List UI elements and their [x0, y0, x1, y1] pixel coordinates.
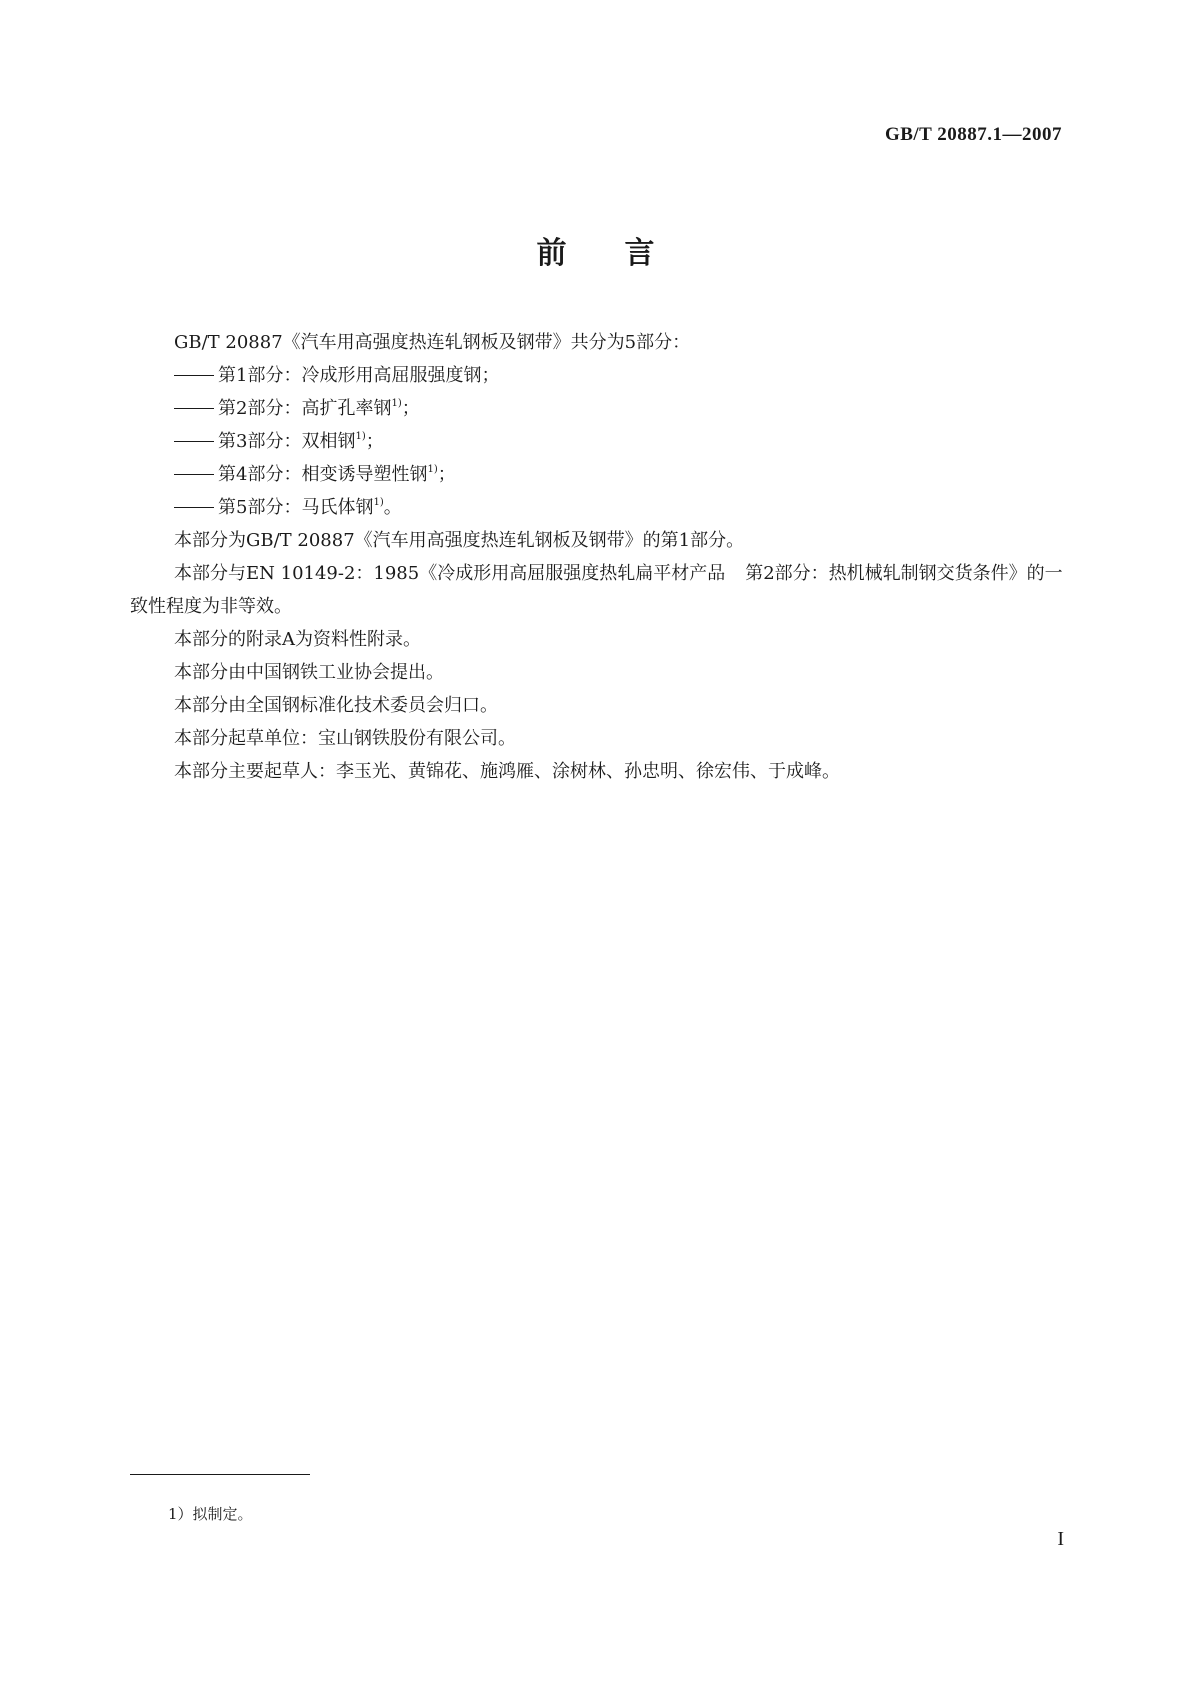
list-item-end: ；: [401, 398, 420, 419]
drafters-paragraph: 本部分主要起草人：李玉光、黄锦花、施鸿雁、涂树林、孙忠明、徐宏伟、于成峰。: [174, 761, 840, 782]
proposed-paragraph: 本部分由中国钢铁工业协会提出。: [174, 662, 444, 683]
dash-mark: [174, 400, 218, 418]
equivalence-text-a: 本部分与EN 10149-2：1985《冷成形用高屈服强度热轧扁平材产品: [174, 563, 726, 584]
list-item: [130, 359, 1065, 392]
footnote-ref: 1): [373, 497, 384, 508]
list-item-text: 第5部分：马氏体钢: [218, 497, 374, 518]
list-item-end: ；: [365, 431, 384, 452]
list-item-text: 第4部分：相变诱导塑性钢: [218, 464, 428, 485]
standard-number: GB/T 20887.1—2007: [884, 124, 1062, 145]
footnote-ref: 1): [391, 398, 402, 409]
list-item-end: 。: [383, 497, 402, 518]
list-item-text: 第3部分：双相钢: [218, 431, 356, 452]
list-item: [130, 458, 1065, 491]
footnote: 1）拟制定。: [168, 1505, 253, 1523]
this-part-paragraph: 本部分为GB/T 20887《汽车用高强度热连轧钢板及钢带》的第1部分。: [174, 530, 745, 551]
page-title: 前言: [536, 236, 713, 271]
intro-paragraph: GB/T 20887《汽车用高强度热连轧钢板及钢带》共分为5部分：: [174, 332, 691, 353]
footnote-ref: 1): [355, 431, 366, 442]
foreword-body: [130, 326, 1065, 788]
list-item: [130, 425, 1065, 458]
footnote-divider: [130, 1474, 310, 1475]
list-item-text: 第2部分：高扩孔率钢: [218, 398, 392, 419]
footnote-ref: 1): [427, 464, 438, 475]
page-number: I: [1057, 1528, 1064, 1550]
drafting-unit-paragraph: 本部分起草单位：宝山钢铁股份有限公司。: [174, 728, 516, 749]
dash-mark: [174, 499, 218, 517]
annex-paragraph: 本部分的附录A为资料性附录。: [174, 629, 421, 650]
dash-mark: [174, 367, 218, 385]
equivalence-paragraph: [130, 557, 1065, 623]
dash-mark: [174, 466, 218, 484]
centralized-paragraph: 本部分由全国钢标准化技术委员会归口。: [174, 695, 498, 716]
equivalence-text-b: 第2部分：热机械轧制钢交货条件》的一致性程度为非等效。: [130, 563, 1063, 617]
list-item-end: ；: [437, 464, 456, 485]
list-item: [130, 491, 1065, 524]
dash-mark: [174, 433, 218, 451]
list-item-text: 第1部分：冷成形用高屈服强度钢；: [218, 365, 500, 386]
list-item: [130, 392, 1065, 425]
